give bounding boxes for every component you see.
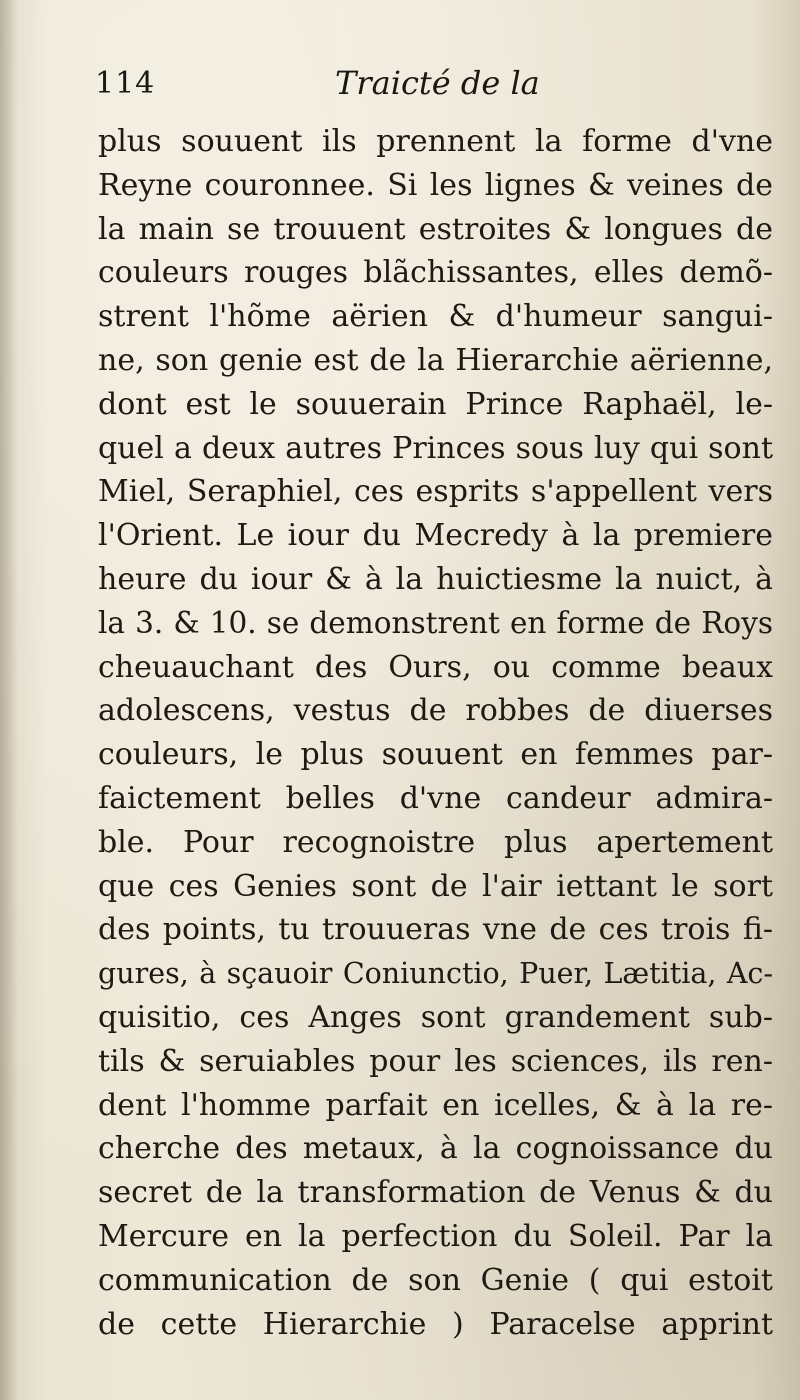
text-line: secret de la transformation de Venus & du [98,1175,773,1211]
text-line: heure du iour & à la huictiesme la nuict, à [98,561,773,597]
running-title: Traicté de la [335,64,540,102]
text-line: quisitio, ces Anges sont grandement sub- [98,999,773,1035]
body-text [98,120,773,1346]
text-line: Miel, Seraphiel, ces esprits s'appellent vers [98,474,773,510]
text-line: adolescens, vestus de robbes de diuerses [98,693,773,729]
text-line: dent l'homme parfait en icelles, & à la re- [98,1087,773,1123]
page-header [95,62,755,112]
text-line: cherche des metaux, à la cognoissance du [98,1131,773,1167]
text-line: couleurs, le plus souuent en femmes par- [98,737,773,773]
text-line: plus souuent ils prennent la forme d'vne [98,124,773,159]
page-gutter-shadow [0,0,18,1400]
text-line: communication de son Genie ( qui estoit [98,1262,773,1298]
page-number: 114 [95,66,156,101]
text-line: ne, son genie est de la Hierarchie aërienne, [98,342,773,378]
text-line: faictement belles d'vne candeur admira- [98,780,773,816]
text-line: de cette Hierarchie ) Paracelse apprint [98,1306,773,1342]
text-line: Reyne couronnee. Si les lignes & veines de [98,167,773,203]
text-line: des points, tu trouueras vne de ces trois fi- [98,912,773,948]
text-line: Mercure en la perfection du Soleil. Par la [98,1218,773,1254]
text-line: dont est le souuerain Prince Raphaël, le- [98,386,773,422]
text-line: ble. Pour recognoistre plus apertement [98,824,773,860]
text-line: gures, à sçauoir Coniunctio, Puer, Lætitia, Ac- [98,957,773,991]
text-line: tils & seruiables pour les sciences, ils ren- [98,1043,773,1079]
text-line: cheuauchant des Ours, ou comme beaux [98,649,773,685]
text-line: quel a deux autres Princes sous luy qui sont [98,430,773,466]
text-line: la 3. & 10. se demonstrent en forme de Roys [98,605,773,640]
text-line: l'Orient. Le iour du Mecredy à la premiere [98,518,773,554]
text-line: que ces Genies sont de l'air iettant le sort [98,868,773,904]
text-line: strent l'hõme aërien & d'humeur sangui- [98,299,773,335]
text-line: la main se trouuent estroites & longues de [98,211,773,247]
text-line: couleurs rouges blãchissantes, elles demõ- [98,255,773,291]
